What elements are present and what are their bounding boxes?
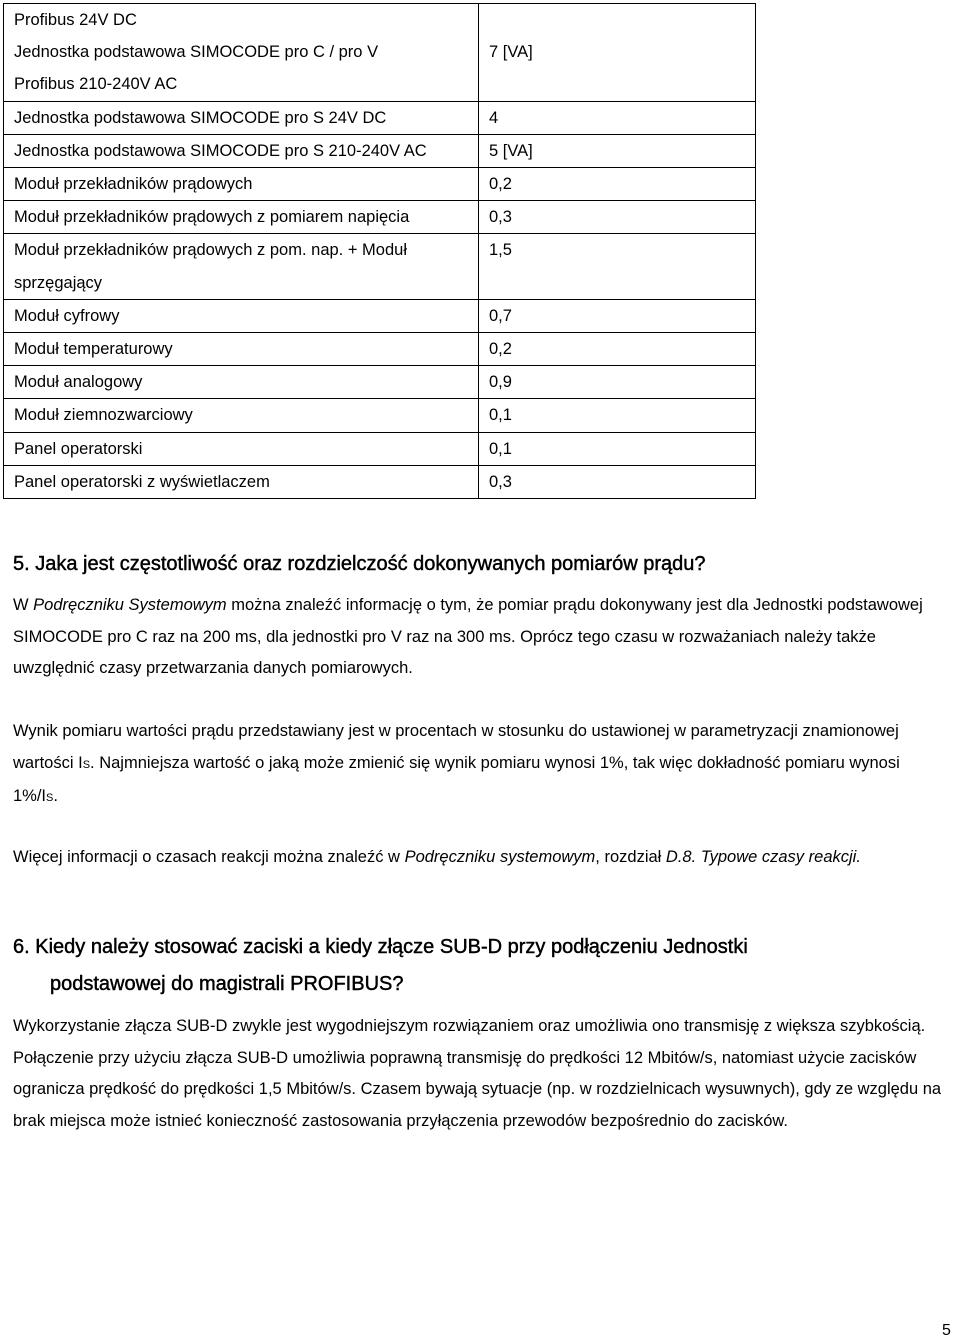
row-label: sprzęgający (14, 273, 103, 292)
row-label: Profibus 24V DC (14, 11, 137, 29)
table-row (4, 399, 756, 432)
table-row (4, 333, 756, 366)
row-label: Profibus 210-240V AC (14, 75, 178, 94)
table-row (4, 201, 756, 234)
section-5-paragraph-3 (13, 842, 948, 874)
table-cell-value: 0,7 (479, 299, 756, 332)
table-cell-name: Jednostka podstawowa SIMOCODE pro S 210-240V AC (4, 134, 479, 167)
table-row (4, 465, 756, 498)
section-5-paragraph-2 (13, 716, 948, 815)
table-cell-name: Panel operatorski z wyświetlaczem (4, 465, 479, 498)
page-number: 5 (942, 1322, 951, 1339)
section-6-heading-line-2: podstawowej do magistrali PROFIBUS? (50, 973, 404, 995)
text-run: , rozdział (595, 848, 666, 866)
section-5-paragraph-1 (13, 590, 948, 685)
table-row (4, 168, 756, 201)
table-row (4, 101, 756, 134)
table-cell-name: Moduł cyfrowy (4, 299, 479, 332)
text-run: . (53, 787, 58, 805)
table-cell-name: Moduł przekładników prądowych (4, 168, 479, 201)
row-label: Moduł przekładników prądowych z pom. nap. + Moduł (14, 241, 407, 260)
table-row (4, 134, 756, 167)
table-cell-value: 5 [VA] (479, 134, 756, 167)
table-cell-value: 0,1 (479, 432, 756, 465)
row-value: 7 [VA] (489, 43, 533, 62)
section-5-heading: 5. Jaka jest częstotliwość oraz rozdzielczość dokonywanych pomiarów prądu? (13, 553, 706, 575)
table-row (4, 299, 756, 332)
table-cell-name (4, 234, 479, 299)
table-cell-value: 1,5 (479, 234, 756, 299)
table-row (4, 4, 756, 102)
table-cell-value: 0,2 (479, 333, 756, 366)
section-6-heading-line-1: 6. Kiedy należy stosować zaciski a kiedy złącze SUB-D przy podłączeniu Jednostki (13, 936, 748, 958)
subscript: S (46, 792, 54, 804)
section-6-paragraph: Wykorzystanie złącza SUB-D zwykle jest wygodniejszym rozwiązaniem oraz umożliwia ono transmisję z większa szybkością. Połączenie przy użyciu złącza SUB-D umożliwia poprawną transmisję do prędkości 12 Mbitów/s, natomiast użycie zacisków ogranicza prędkość do prędkości 1,5 Mbitów/s. Czasem bywają sytuacje (np. w rozdzielnicach wysuwnych), gdy ze względu na brak miejsca może istnieć konieczność zastosowania przyłączenia przewodów bezpośrednio do zacisków. (13, 1017, 942, 1130)
table-cell-name: Jednostka podstawowa SIMOCODE pro S 24V DC (4, 101, 479, 134)
italic-reference: Podręczniku Systemowym (33, 596, 227, 614)
text-run: W (13, 596, 34, 614)
subscript: S (82, 758, 91, 771)
table-row (4, 432, 756, 465)
text-run: Więcej informacji o czasach reakcji można znaleźć w (13, 848, 405, 866)
table-cell-name: Moduł temperaturowy (4, 333, 479, 366)
table-cell-name: Moduł ziemnozwarciowy (4, 399, 479, 432)
italic-reference: D.8. Typowe czasy reakcji. (665, 848, 861, 866)
table-cell-value: 0,9 (479, 366, 756, 399)
table-cell-value: 0,1 (479, 399, 756, 432)
table-cell-name: Panel operatorski (4, 432, 479, 465)
table-cell-value: 4 (479, 101, 756, 134)
table-cell-value: 0,3 (479, 465, 756, 498)
table-cell-value (479, 4, 756, 102)
table-cell-name (4, 4, 479, 102)
table-row (4, 234, 756, 299)
table-cell-value: 0,2 (479, 168, 756, 201)
table-row (4, 366, 756, 399)
power-consumption-table (3, 3, 756, 499)
table-cell-name: Moduł analogowy (4, 366, 479, 399)
table-cell-name: Moduł przekładników prądowych z pomiarem napięcia (4, 201, 479, 234)
text-run: Wynik pomiaru wartości prądu przedstawiany jest w procentach w stosunku do ustawionej w parametryzacji znamionowej wartości I (13, 722, 899, 772)
table-cell-value: 0,3 (479, 201, 756, 234)
italic-reference: Podręczniku systemowym (404, 848, 596, 866)
text-run: . Najmniejsza wartość o jaką może zmienić się wynik pomiaru wynosi 1%, tak więc dokładność pomiaru wynosi 1%/I (13, 753, 900, 805)
text-run: można znaleźć informację o tym, że pomiar prądu dokonywany jest dla Jednostki podstawowej SIMOCODE pro C raz na 200 ms, dla jednostki pro V raz na 300 ms. Oprócz tego czasu w rozważaniach należy także uwzględnić czasy przetwarzania danych pomiarowych. (13, 596, 923, 677)
row-label: Jednostka podstawowa SIMOCODE pro C / pro V (14, 43, 379, 62)
